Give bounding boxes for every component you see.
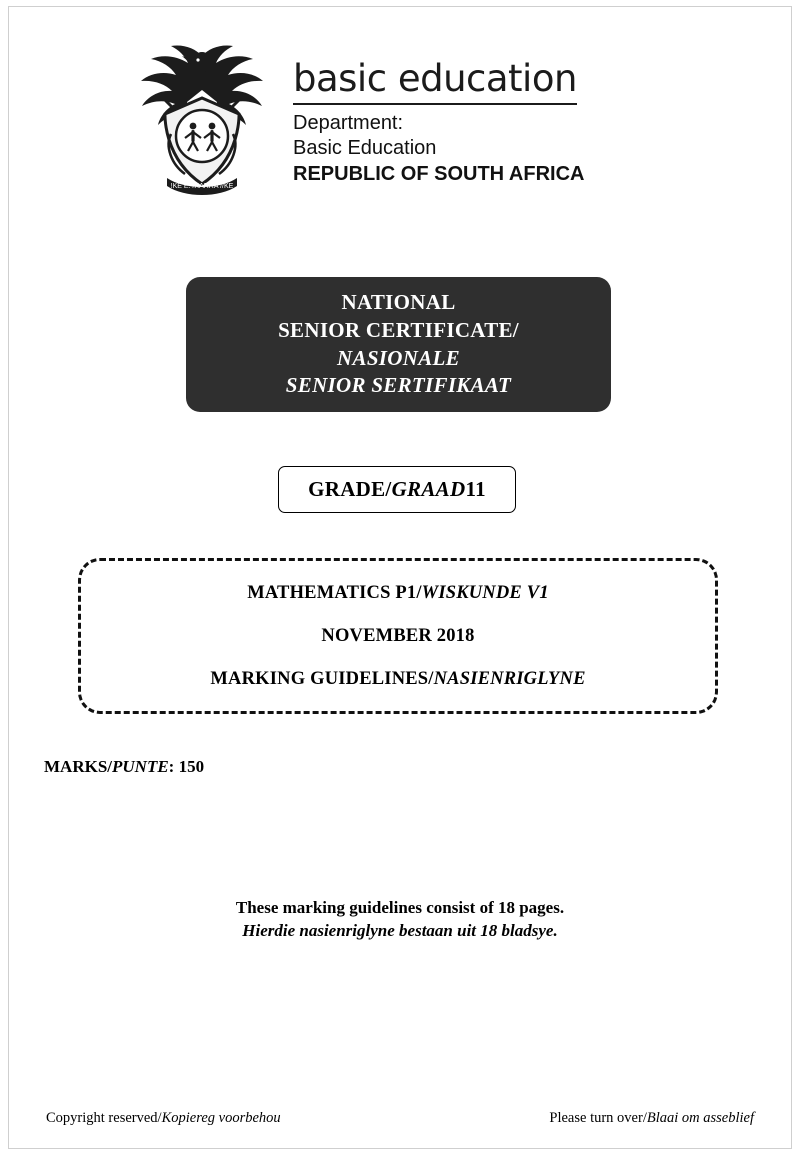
brand-title: basic education [293,60,577,105]
total-marks [44,757,204,777]
document-type-af: NASIENRIGLYNE [433,668,586,689]
certificate-title-box [186,277,611,412]
turn-over-en: Please turn over/ [549,1110,647,1126]
svg-text:!KE E: /XARRA //KE: !KE E: /XARRA //KE [170,183,234,190]
page-count-af: Hierdie nasienriglyne bestaan uit 18 bladsye. [242,921,558,940]
page-count-en: These marking guidelines consist of 18 pages. [235,898,565,917]
certificate-line-4: SENIOR SERTIFIKAAT [285,373,512,398]
turn-over-af: Blaai om asseblief [646,1110,754,1126]
department-identity [293,38,673,188]
subject-line [247,583,549,604]
page-count-note [0,898,800,941]
document-header [0,38,800,213]
subject-af: WISKUNDE V1 [421,582,549,603]
department-label: Department: [293,111,404,134]
marks-label-af: PUNTE [112,757,169,776]
grade-number: 11 [465,477,486,501]
document-type-en: MARKING GUIDELINES/ [210,668,434,689]
exam-date: NOVEMBER 2018 [321,625,475,646]
copyright-en: Copyright reserved/ [46,1110,162,1126]
marks-value: : 150 [168,757,205,776]
marks-label-en: MARKS/ [44,757,112,776]
certificate-line-3: NASIONALE [337,345,460,370]
document-type-line [210,669,585,690]
south-african-coat-of-arms-icon [127,38,277,213]
republic-line: REPUBLIC OF SOUTH AFRICA [293,163,585,186]
turn-over-notice [549,1110,754,1127]
subject-en: MATHEMATICS P1/ [247,582,422,603]
copyright-af: Kopiereg voorbehou [161,1110,281,1126]
grade-label-af: GRAAD [391,477,466,501]
grade-box [278,466,516,513]
department-name: Basic Education [293,137,437,160]
department-lines [293,111,673,188]
subject-details-box [78,558,718,714]
copyright-notice [46,1110,281,1127]
grade-label-en: GRADE/ [308,477,392,501]
certificate-line-2: SENIOR CERTIFICATE/ [278,317,519,342]
certificate-line-1: NATIONAL [341,290,456,315]
page-footer [46,1110,754,1127]
